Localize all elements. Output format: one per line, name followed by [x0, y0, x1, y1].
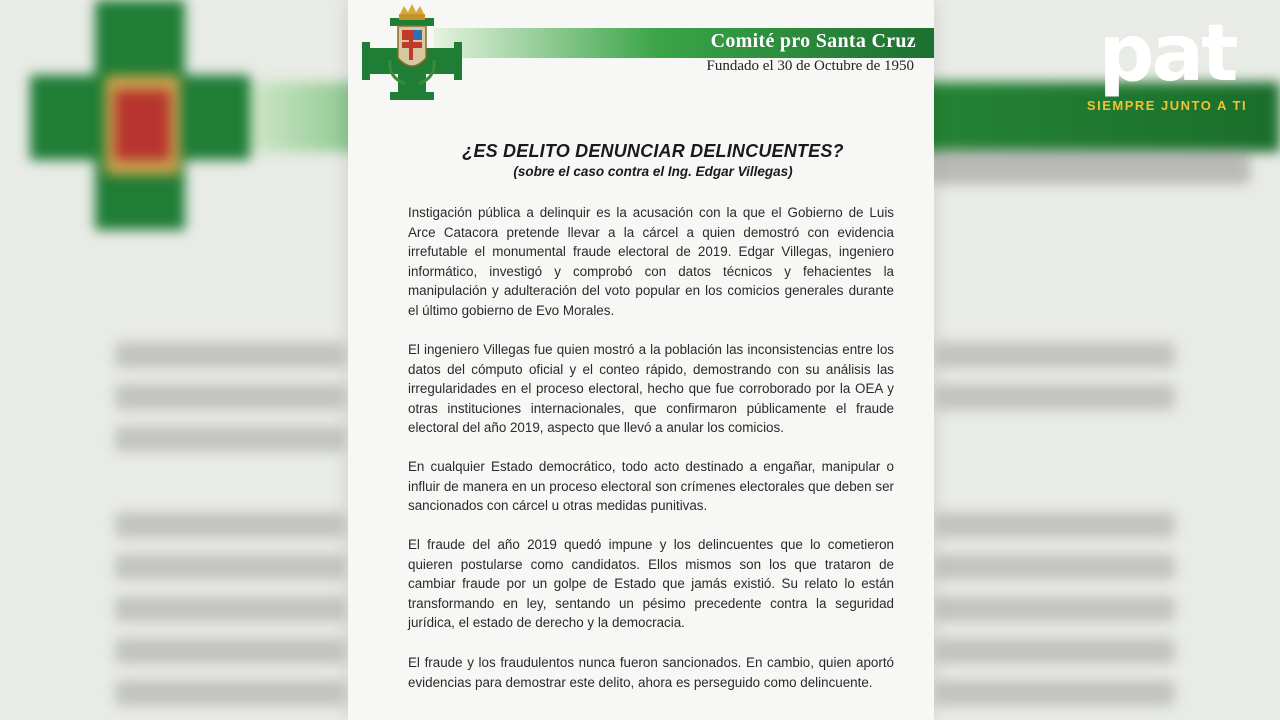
organization-name: Comité pro Santa Cruz — [710, 30, 916, 52]
bg-date-text — [930, 150, 1250, 184]
cross-crest-icon — [360, 2, 464, 100]
bg-text-line — [935, 680, 1175, 706]
document-subtitle: (sobre el caso contra el Ing. Edgar Villegas) — [513, 164, 793, 179]
bg-cross-top — [95, 5, 185, 33]
logo-wordmark: pat — [1098, 9, 1236, 99]
bg-text-line — [935, 596, 1175, 622]
bg-text-line — [115, 554, 345, 580]
bg-text-line — [115, 638, 345, 664]
paragraph: El fraude del año 2019 quedó impune y los delincuentes que lo cometieron quieren postularse como candidatos. Ellos mismos son los que trataron de cambiar fraude por un golpe de Estado que jamás existió. Su relato lo están transformando en ley, sentando un pésimo precedente contra la seguridad jurídica, el estado de derecho y la democracia. — [408, 537, 894, 631]
bg-text-line — [115, 426, 345, 452]
bg-text-line — [115, 680, 345, 706]
logo-tagline: SIEMPRE JUNTO A TI — [1086, 98, 1248, 113]
paragraph: El fraude y los fraudulentos nunca fueron sancionados. En cambio, quien aportó evidencias para demostrar este delito, ahora es perseguido como delincuente. — [408, 655, 894, 690]
bg-text-line — [935, 638, 1175, 664]
founded-date: Fundado el 30 de Octubre de 1950 — [706, 58, 914, 74]
document-title: ¿ES DELITO DENUNCIAR DELINCUENTES? — [462, 141, 844, 161]
letterhead — [348, 0, 934, 110]
bg-text-line — [115, 512, 345, 538]
bg-text-line — [115, 384, 345, 410]
paragraph: El ingeniero Villegas fue quien mostró a la población las inconsistencias entre los datos del cómputo oficial y el conteo rápido, demostrando con su análisis las irregularidades en el proceso electoral, hecho que fue corroborado por la OEA y otras instituciones internacionales, que confirmaron públicamente el fraude electoral del año 2019, aspecto que llevó a anular los comicios. — [408, 342, 894, 436]
bg-text-line — [115, 596, 345, 622]
document-page — [348, 0, 934, 720]
paragraph: En cualquier Estado democrático, todo acto destinado a engañar, manipular o influir de manera en un proceso electoral son crímenes electorales que deben ser sancionados con cárcel u otras medidas punitivas. — [408, 459, 894, 514]
paragraph: Instigación pública a delinquir es la acusación con la que el Gobierno de Luis Arce Catacora pretende llevar a la cárcel a quien demostró con evidencia irrefutable el monumental fraude electoral de 2019. Edgar Villegas, ingeniero informático, investigó y comprobó con datos técnicos y fehacientes la manipulación y adulteración del voto popular en los comicios generales durante el último gobierno de Evo Morales. — [408, 205, 894, 318]
bg-shield-inner — [115, 90, 170, 160]
bg-text-line — [115, 342, 345, 368]
bg-text-line — [935, 554, 1175, 580]
bg-text-line — [935, 512, 1175, 538]
bg-text-line — [935, 384, 1175, 410]
pat-logo — [1082, 9, 1252, 124]
bg-text-line — [935, 342, 1175, 368]
